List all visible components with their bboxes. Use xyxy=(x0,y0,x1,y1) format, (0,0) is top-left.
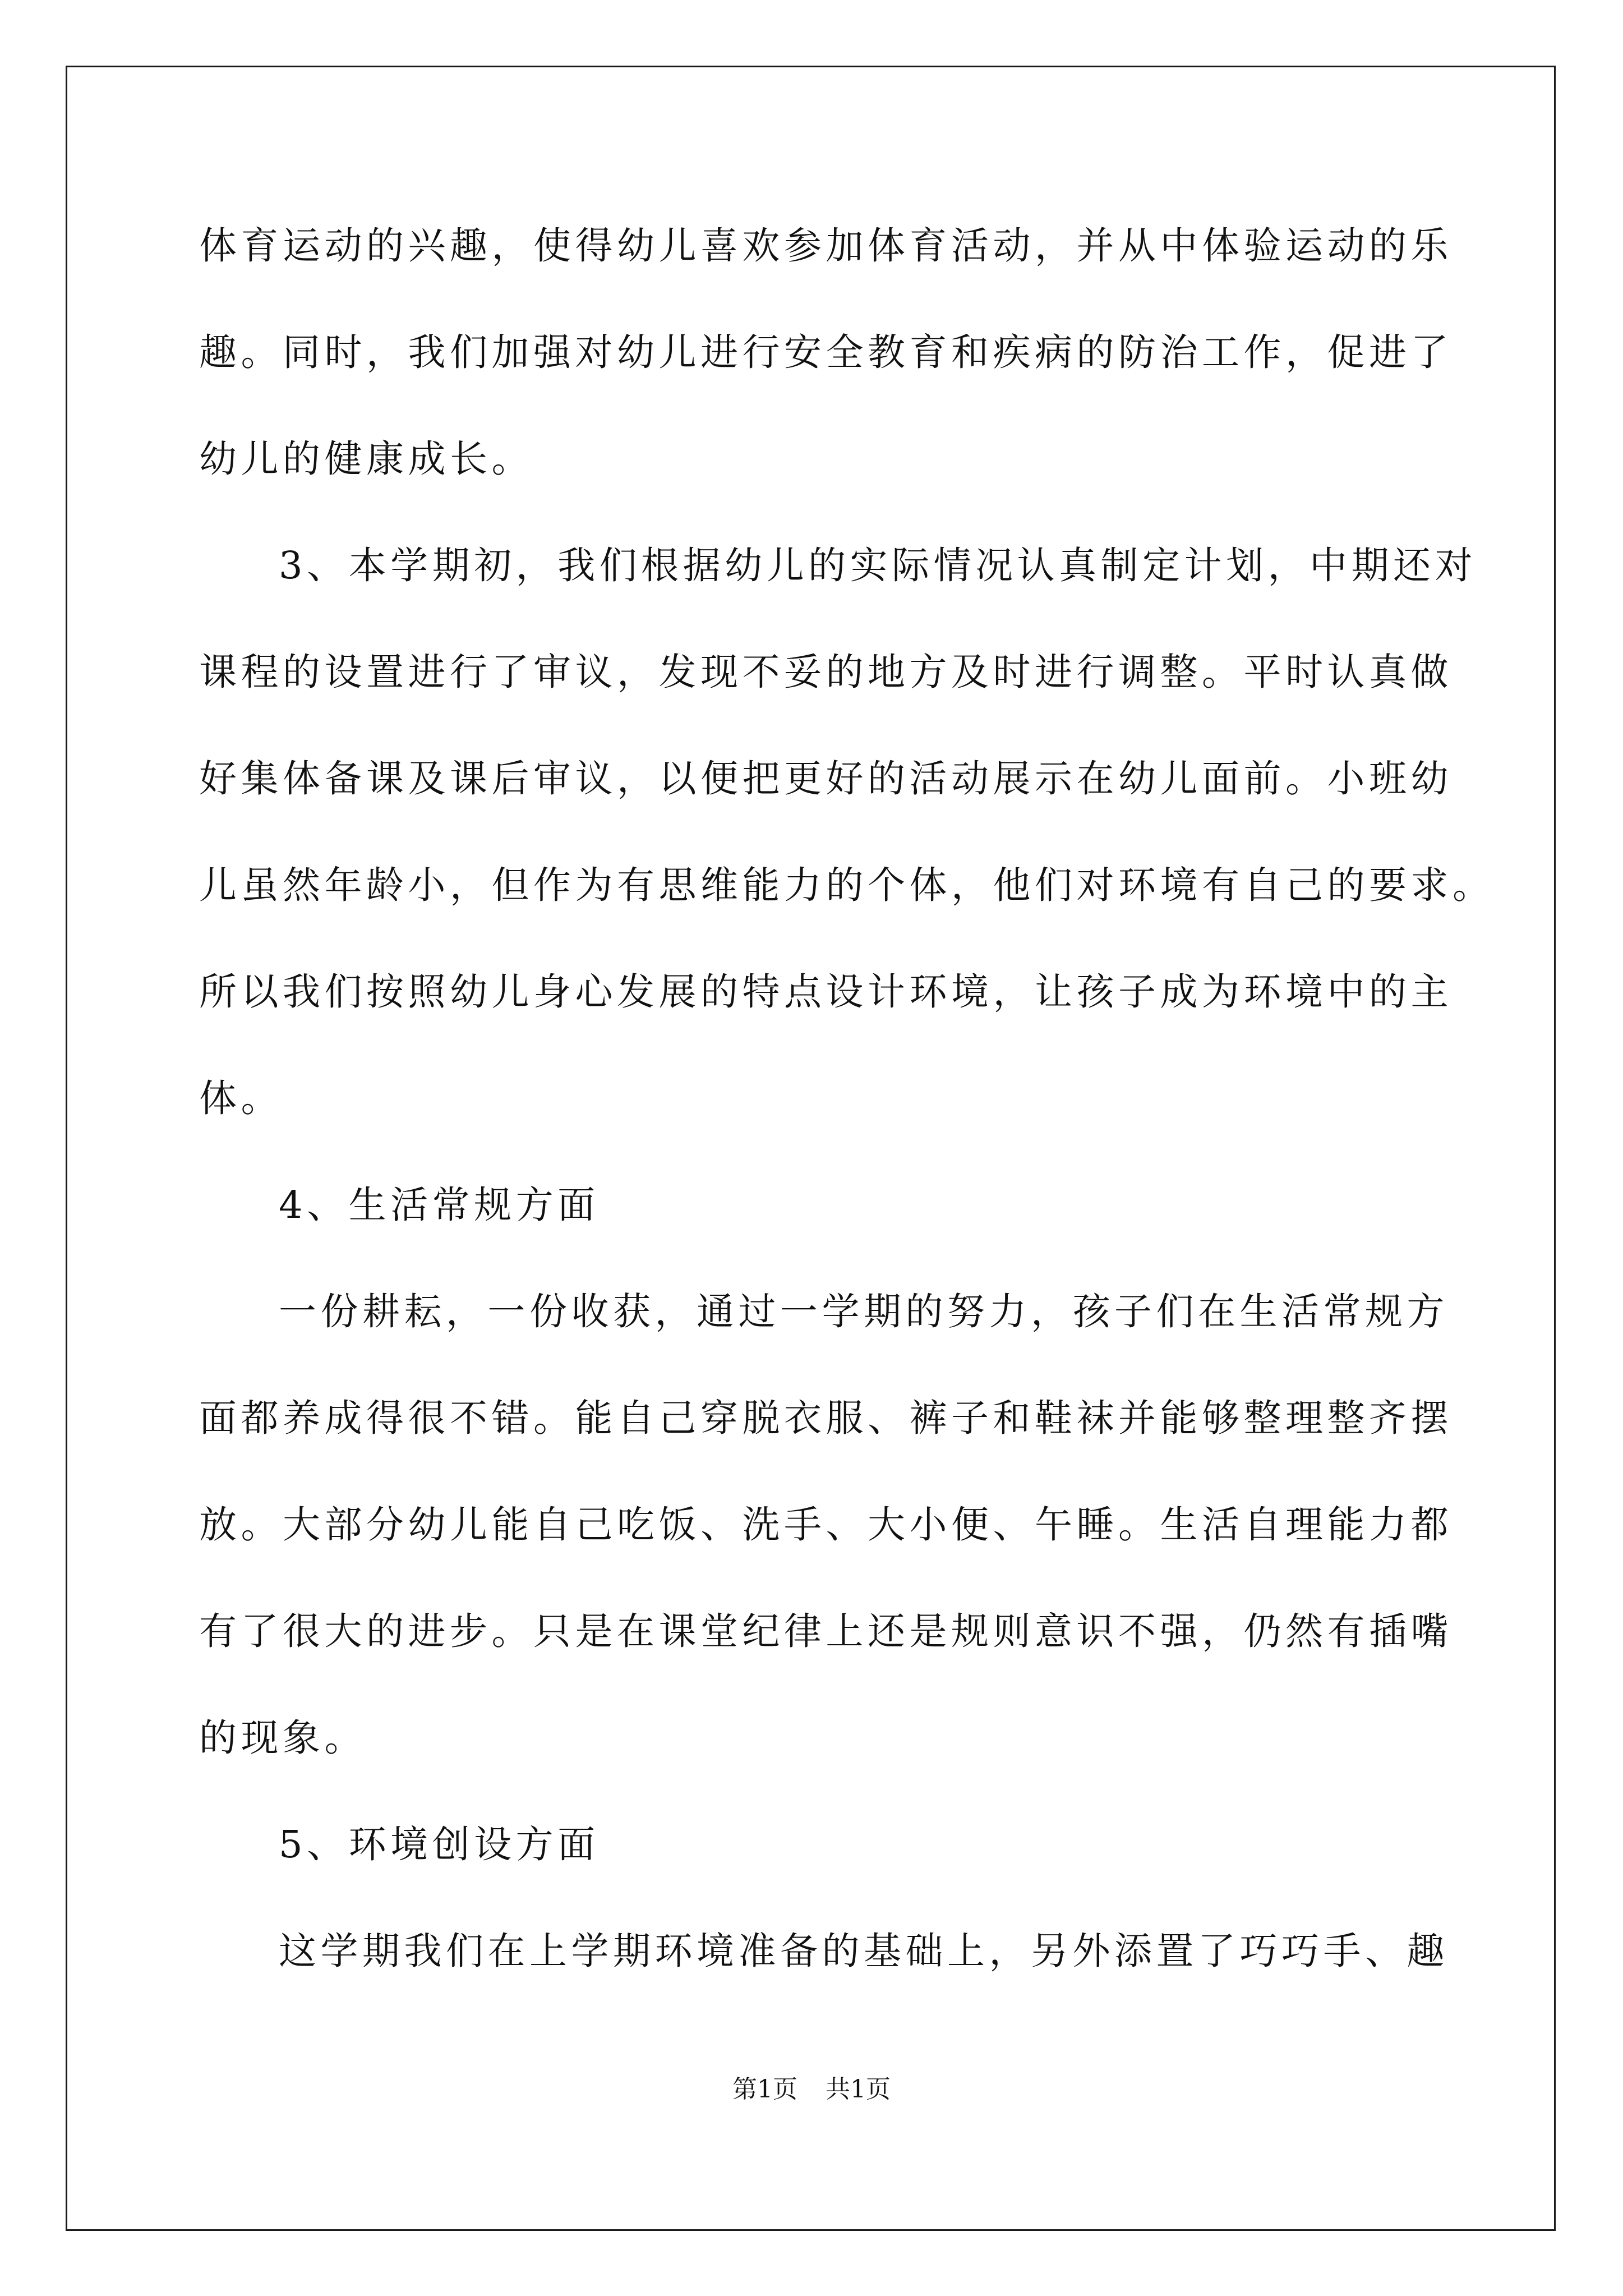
text-line: 有了很大的进步。只是在课堂纪律上还是规则意识不强，仍然有插嘴 xyxy=(199,1609,1453,1653)
text-line: 儿虽然年龄小，但作为有思维能力的个体，他们对环境有自己的要求。 xyxy=(199,863,1495,907)
text-line: 的现象。 xyxy=(199,1716,366,1760)
text-line: 幼儿的健康成长。 xyxy=(199,437,533,481)
text-line: 课程的设置进行了审议，发现不妥的地方及时进行调整。平时认真做 xyxy=(199,650,1453,694)
section-heading-4: 4、生活常规方面 xyxy=(279,1183,600,1227)
text-line: 面都养成得很不错。能自己穿脱衣服、裤子和鞋袜并能够整理整齐摆 xyxy=(199,1396,1453,1440)
page-footer xyxy=(0,2073,1623,2106)
text-line: 放。大部分幼儿能自己吃饭、洗手、大小便、午睡。生活自理能力都 xyxy=(199,1503,1453,1547)
text-line: 趣。同时，我们加强对幼儿进行安全教育和疾病的防治工作，促进了 xyxy=(199,330,1453,374)
page-number: 第1页 xyxy=(732,2075,797,2104)
paragraph-heading-3: 3、本学期初，我们根据幼儿的实际情况认真制定计划，中期还对 xyxy=(279,544,1477,587)
page-total: 共1页 xyxy=(826,2075,891,2104)
text-line: 这学期我们在上学期环境准备的基础上，另外添置了巧巧手、趣 xyxy=(279,1929,1449,1973)
text-line: 体育运动的兴趣，使得幼儿喜欢参加体育活动，并从中体验运动的乐 xyxy=(199,224,1453,268)
text-line: 好集体备课及课后审议，以便把更好的活动展示在幼儿面前。小班幼 xyxy=(199,757,1453,800)
page-border xyxy=(66,66,1556,2231)
section-heading-5: 5、环境创设方面 xyxy=(279,1823,600,1866)
text-line: 所以我们按照幼儿身心发展的特点设计环境，让孩子成为环境中的主 xyxy=(199,970,1453,1014)
text-line: 体。 xyxy=(199,1076,283,1120)
text-line: 一份耕耘，一份收获，通过一学期的努力，孩子们在生活常规方 xyxy=(279,1290,1449,1333)
